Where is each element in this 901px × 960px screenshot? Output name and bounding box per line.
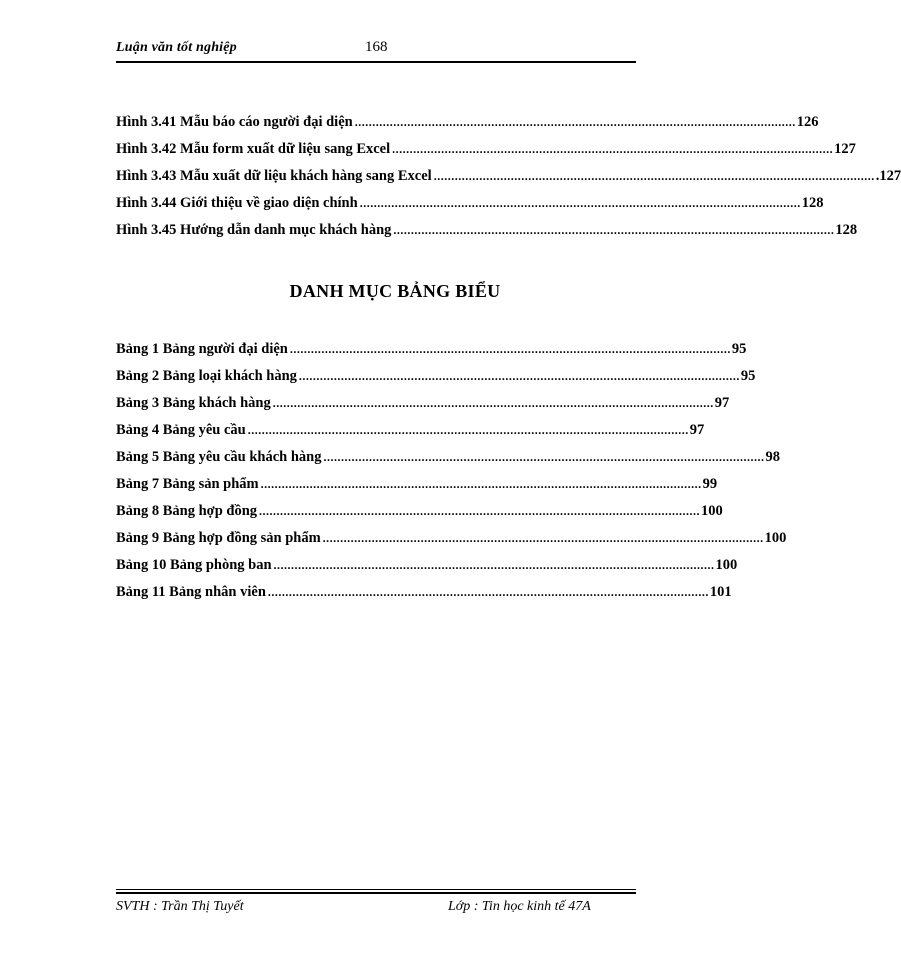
dot-leader: .............................................................................................................................. (298, 369, 740, 383)
footer-class: Lớp : Tin học kinh tế 47A (448, 899, 591, 914)
dot-leader: .............................................................................................................................. (359, 196, 801, 210)
table-entry (116, 341, 747, 368)
dot-leader: .............................................................................................................................. (289, 342, 731, 356)
table-entry-label: Bảng 7 Bảng sản phẩm (116, 476, 259, 492)
table-entry (116, 503, 723, 530)
dot-leader: .............................................................................................................................. (354, 115, 796, 129)
table-entry-page: 95 (731, 341, 747, 357)
table-entry-page: 95 (740, 368, 756, 384)
table-entry-label: Bảng 10 Bảng phòng ban (116, 557, 272, 573)
table-list (116, 341, 787, 611)
figure-entry (116, 141, 856, 168)
figure-entry (116, 195, 824, 222)
table-entry (116, 422, 705, 449)
figure-entry-page: 127 (834, 141, 856, 157)
footer-author: SVTH : Trần Thị Tuyết (116, 899, 244, 914)
header-title: Luận văn tốt nghiệp (116, 40, 237, 55)
table-entry-label: Bảng 2 Bảng loại khách hàng (116, 368, 297, 384)
table-entry (116, 476, 718, 503)
table-entry-page: 100 (764, 530, 787, 546)
figure-entry-label: Hình 3.43 Mẫu xuất dữ liệu khách hàng sang Excel (116, 168, 432, 184)
figure-entry (116, 114, 819, 141)
dot-leader: .............................................................................................................................. (273, 558, 715, 572)
figure-entry-label: Hình 3.45 Hướng dẫn danh mục khách hàng (116, 222, 392, 238)
dot-leader: .............................................................................................................................. (247, 423, 689, 437)
dot-leader: .............................................................................................................................. (259, 504, 701, 518)
figure-entry-label: Hình 3.44 Giới thiệu về giao diện chính (116, 195, 358, 211)
figure-entry (116, 168, 901, 195)
table-entry-page: 97 (714, 395, 730, 411)
dot-leader: .............................................................................................................................. (433, 169, 875, 183)
table-entry-page: 98 (765, 449, 780, 465)
table-entry-label: Bảng 8 Bảng hợp đồng (116, 503, 258, 519)
dot-leader: .............................................................................................................................. (272, 396, 714, 410)
figure-entry-page: .127 (875, 168, 901, 184)
dot-leader: .............................................................................................................................. (267, 585, 709, 599)
tables-heading: DANH MỤC BẢNG BIỂU (289, 281, 501, 301)
table-entry-page: 97 (689, 422, 705, 438)
footer-divider (116, 889, 636, 890)
table-entry-label: Bảng 4 Bảng yêu cầu (116, 422, 246, 438)
table-entry (116, 395, 730, 422)
table-entry-page: 100 (715, 557, 738, 573)
page-header (116, 38, 636, 60)
table-entry (116, 368, 756, 395)
table-entry (116, 584, 732, 611)
table-entry-page: 99 (702, 476, 718, 492)
dot-leader: .............................................................................................................................. (393, 223, 835, 237)
dot-leader: .............................................................................................................................. (323, 450, 765, 464)
figure-list (116, 114, 901, 249)
figure-entry-page: 126 (796, 114, 819, 130)
dot-leader: .............................................................................................................................. (260, 477, 702, 491)
table-entry-page: 100 (701, 503, 723, 519)
dot-leader: .............................................................................................................................. (322, 531, 764, 545)
header-divider (116, 61, 636, 63)
table-entry (116, 530, 787, 557)
figure-entry-page: 128 (835, 222, 858, 238)
table-entry-page: 101 (709, 584, 732, 600)
table-entry-label: Bảng 9 Bảng hợp đồng sản phẩm (116, 530, 321, 546)
table-entry (116, 449, 780, 476)
table-entry-label: Bảng 5 Bảng yêu cầu khách hàng (116, 449, 322, 465)
figure-entry-label: Hình 3.41 Mẫu báo cáo người đại diện (116, 114, 353, 130)
table-entry-label: Bảng 11 Bảng nhân viên (116, 584, 266, 600)
header-page-number: 168 (365, 39, 388, 55)
table-entry-label: Bảng 3 Bảng khách hàng (116, 395, 271, 411)
table-entry-label: Bảng 1 Bảng người đại diện (116, 341, 288, 357)
footer-divider-thick (116, 892, 636, 894)
dot-leader: .............................................................................................................................. (392, 142, 834, 156)
figure-entry (116, 222, 858, 249)
table-entry (116, 557, 738, 584)
figure-entry-label: Hình 3.42 Mẫu form xuất dữ liệu sang Excel (116, 141, 391, 157)
figure-entry-page: 128 (801, 195, 824, 211)
